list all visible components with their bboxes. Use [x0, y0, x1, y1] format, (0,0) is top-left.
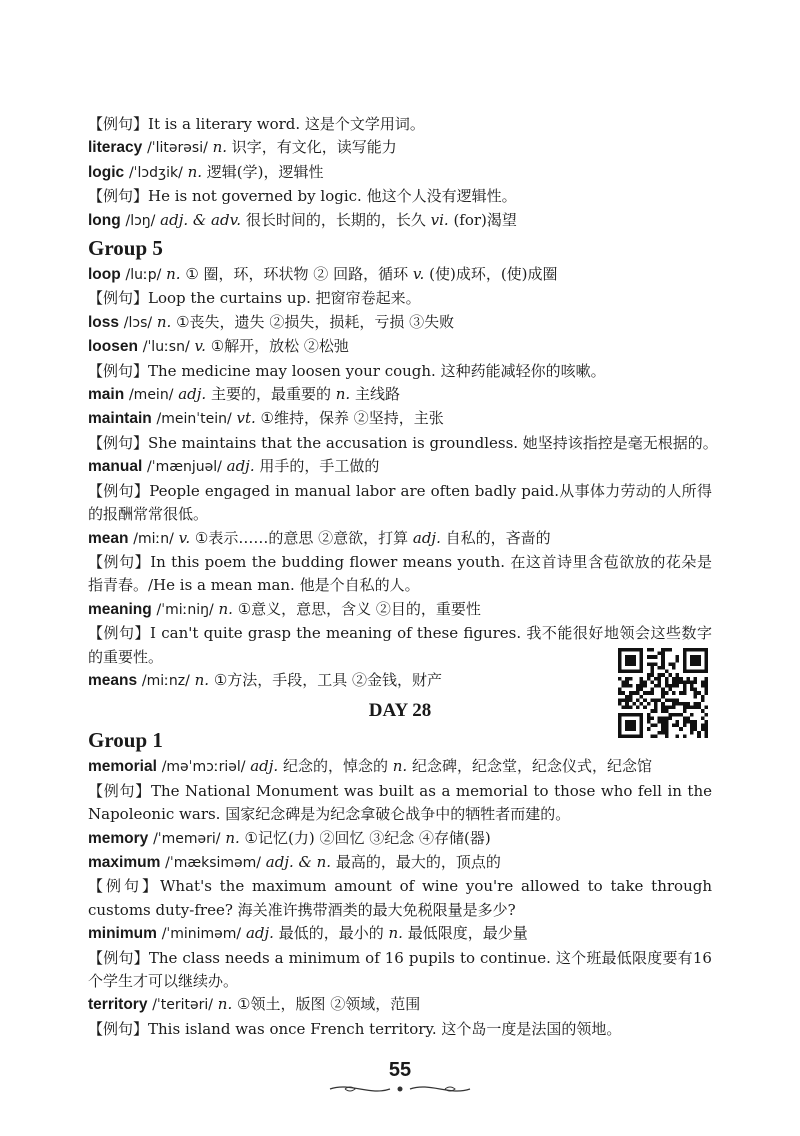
page-footer	[0, 1058, 800, 1096]
entry-part-of-speech: adj. & n.	[265, 852, 332, 871]
entry-pronunciation: /mein/	[128, 387, 174, 404]
entry-pronunciation: /ˈlitərəsi/	[147, 140, 208, 157]
entry-definition: 识字，有文化，读写能力	[231, 138, 397, 157]
entry-headword: maintain	[88, 410, 152, 428]
entry-headword: loss	[88, 313, 120, 331]
entry-pronunciation: /məˈmɔːriəl/	[161, 759, 246, 776]
entry-part-of-speech-2: v.	[412, 265, 425, 284]
entry-headword: mean	[88, 529, 129, 547]
entry-part-of-speech-2: n.	[392, 757, 408, 776]
example-label: 【例句】	[88, 552, 151, 571]
entry-definition: ①解开，放松 ②松弛	[210, 337, 349, 356]
entry-definition: 主要的，最重要的	[210, 385, 331, 404]
entry-part-of-speech: n.	[217, 995, 233, 1014]
entry-headword: memory	[88, 829, 149, 847]
example-sentence	[88, 780, 712, 827]
entry-part-of-speech-2: n.	[335, 385, 351, 404]
vocab-entry	[88, 136, 712, 160]
vocab-entry	[88, 527, 712, 551]
entry-pronunciation: /luːp/	[125, 267, 162, 284]
entry-pronunciation: /ˈlɔdʒik/	[128, 164, 183, 181]
example-label: 【例句】	[88, 433, 149, 452]
vocab-entry	[88, 598, 712, 622]
vocab-entry	[88, 209, 712, 233]
entry-definition: 最低的，最小的	[278, 924, 384, 943]
entry-part-of-speech-2: vi.	[430, 210, 449, 229]
example-sentence	[88, 875, 712, 922]
entry-part-of-speech: adj.	[226, 457, 255, 476]
example-text: It is a literary word. 这是个文学用词。	[148, 115, 425, 133]
example-label: 【例句】	[88, 781, 151, 800]
entry-part-of-speech: n.	[194, 670, 210, 689]
entry-pronunciation: /miːnz/	[141, 672, 190, 689]
example-sentence	[88, 287, 712, 310]
entry-definition: ①表示……的意思 ②意欲，打算	[194, 528, 409, 547]
entry-pronunciation: /ˈmiːniŋ/	[156, 601, 214, 618]
vocab-entry	[88, 455, 712, 479]
example-text: Loop the curtains up. 把窗帘卷起来。	[148, 289, 421, 308]
vocab-entry	[88, 335, 712, 359]
entry-part-of-speech: adj. & adv.	[160, 210, 242, 229]
entry-pronunciation: /ˈminiməm/	[161, 926, 242, 943]
vocab-entry	[88, 407, 712, 431]
entry-definition: ①意义，意思，含义 ②目的，重要性	[237, 599, 481, 618]
entry-headword: maximum	[88, 853, 161, 871]
entry-headword: territory	[88, 996, 148, 1014]
entry-definition: 逻辑(学)，逻辑性	[206, 162, 324, 181]
page-content	[88, 113, 718, 1041]
vocab-entry	[88, 922, 712, 946]
example-sentence	[88, 360, 712, 383]
group-5-heading: Group 5	[88, 236, 163, 261]
entry-definition: ①领土，版图 ②领域，范围	[237, 995, 421, 1014]
vocab-entry	[88, 827, 712, 851]
example-text: The National Monument was built as a memorial to those who fell in the Napoleonic wars. 国家纪念碑是为纪念拿破仑战争中的牺牲者而建的。	[88, 781, 712, 824]
entry-part-of-speech: adj.	[250, 757, 279, 776]
qr-code-icon[interactable]	[618, 648, 708, 738]
entry-pronunciation: /miːn/	[133, 530, 174, 547]
example-label: 【例句】	[88, 877, 161, 896]
entry-pronunciation: /meinˈtein/	[156, 411, 232, 428]
entry-part-of-speech: n.	[187, 162, 203, 181]
entry-part-of-speech: v.	[178, 528, 191, 547]
entry-pronunciation: /ˈluːsn/	[142, 339, 190, 356]
entry-part-of-speech: n.	[225, 828, 240, 847]
entry-part-of-speech: n.	[166, 265, 181, 284]
entry-pronunciation: /lɔs/	[123, 314, 153, 331]
example-sentence	[88, 947, 712, 994]
entry-headword: main	[88, 386, 125, 404]
entry-headword: long	[88, 211, 121, 229]
example-label: 【例句】	[88, 361, 149, 380]
entry-part-of-speech: n.	[212, 138, 228, 157]
vocab-entry	[88, 993, 712, 1017]
entry-part-of-speech-2: adj.	[412, 528, 441, 547]
example-text: I can't quite grasp the meaning of these figures. 我不能很好地领会这些数字的重要性。	[88, 624, 712, 666]
entry-definition: 纪念的，悼念的	[282, 757, 388, 776]
example-text: She maintains that the accusation is groundless. 她坚持该指控是毫无根据的。	[148, 433, 718, 452]
entry-headword: logic	[88, 163, 125, 181]
entry-headword: manual	[88, 458, 143, 476]
entry-definition: ①丧失，遗失 ②损失，损耗，亏损 ③失败	[176, 312, 455, 331]
entry-definition-2: (for)渴望	[453, 210, 517, 229]
example-text: In this poem the budding flower means youth. 在这首诗里含苞欲放的花朵是指青春。/He is a mean man. 他是个自私的人。	[88, 552, 712, 595]
example-text: The medicine may loosen your cough. 这种药能减轻你的咳嗽。	[148, 361, 606, 380]
entry-part-of-speech: adj.	[178, 385, 207, 404]
entry-definition: ①方法，手段，工具 ②金钱，财产	[213, 670, 443, 689]
entry-part-of-speech: n.	[218, 599, 233, 618]
example-label: 【例句】	[88, 948, 149, 967]
entry-pronunciation: /lɔŋ/	[125, 212, 156, 229]
vocab-entry	[88, 161, 712, 185]
entry-part-of-speech: n.	[156, 312, 172, 331]
entry-definition: 最高的，最大的，顶点的	[335, 852, 501, 871]
example-label: 【例句】	[88, 289, 149, 308]
vocab-entry	[88, 263, 712, 287]
entry-headword: memorial	[88, 758, 157, 776]
vocab-entry	[88, 851, 712, 875]
example-text: He is not governed by logic. 他这个人没有逻辑性。	[148, 187, 517, 206]
group-1-heading: Group 1	[88, 728, 163, 753]
example-text: The class needs a minimum of 16 pupils to continue. 这个班最低限度要有16个学生才可以继续办。	[88, 948, 712, 990]
footer-ornament-icon	[325, 1082, 475, 1096]
entry-definition: ①记忆(力) ②回忆 ③纪念 ④存储(器)	[244, 828, 491, 847]
page-number: 55	[388, 1059, 412, 1081]
vocab-entry	[88, 755, 712, 779]
example-label: 【例句】	[88, 115, 149, 133]
entry-pronunciation: /ˈmæksiməm/	[165, 854, 262, 871]
example-label: 【例句】	[88, 481, 150, 500]
example-sentence	[88, 185, 712, 208]
example-label: 【例句】	[88, 1019, 149, 1038]
entry-pronunciation: /ˈmeməri/	[153, 830, 221, 847]
vocab-entry	[88, 311, 712, 335]
entry-definition-2: 最低限度，最少量	[407, 924, 528, 943]
entry-part-of-speech: v.	[194, 337, 206, 356]
example-sentence	[88, 113, 712, 136]
entry-definition: 很长时间的，长期的，长久	[245, 210, 426, 229]
section-group-1	[88, 755, 712, 1041]
entry-headword: meaning	[88, 600, 152, 618]
section-group-5	[88, 263, 718, 693]
entry-pronunciation: /ˈteritəri/	[152, 997, 213, 1014]
example-text: This island was once French territory. 这个岛一度是法国的领地。	[148, 1019, 622, 1038]
example-sentence	[88, 432, 718, 455]
entry-headword: literacy	[88, 139, 143, 157]
entry-definition: 用手的，手工做的	[259, 457, 380, 476]
entry-definition-2: 纪念碑，纪念堂，纪念仪式，纪念馆	[411, 757, 652, 776]
example-sentence	[88, 1018, 712, 1041]
entry-definition-2: 主线路	[354, 385, 400, 404]
example-label: 【例句】	[88, 624, 151, 643]
section-top	[88, 113, 712, 233]
entry-headword: loop	[88, 266, 121, 284]
entry-definition-2: (使)成环，(使)成圈	[429, 265, 558, 284]
entry-part-of-speech: adj.	[245, 924, 274, 943]
example-text: People engaged in manual labor are often badly paid.从事体力劳动的人所得的报酬常常很低。	[88, 481, 712, 524]
entry-definition: ①维持，保养 ②坚持，主张	[260, 409, 444, 428]
example-sentence	[88, 551, 712, 598]
example-text: What's the maximum amount of wine you're allowed to take through customs duty-free? 海关准许携带酒类的最大免税限量是多少?	[88, 877, 712, 919]
entry-definition-2: 自私的，吝啬的	[445, 528, 551, 547]
example-label: 【例句】	[88, 187, 149, 206]
entry-part-of-speech: vt.	[236, 409, 256, 428]
entry-headword: loosen	[88, 338, 138, 356]
entry-part-of-speech-2: n.	[388, 924, 403, 943]
entry-headword: minimum	[88, 925, 157, 943]
entry-definition: ① 圈，环，环状物 ② 回路，循环	[185, 265, 409, 284]
entry-pronunciation: /ˈmænjuəl/	[147, 459, 222, 476]
day-heading: DAY 28	[368, 700, 432, 722]
example-sentence	[88, 480, 712, 527]
entry-headword: means	[88, 671, 138, 689]
vocab-entry	[88, 383, 712, 407]
